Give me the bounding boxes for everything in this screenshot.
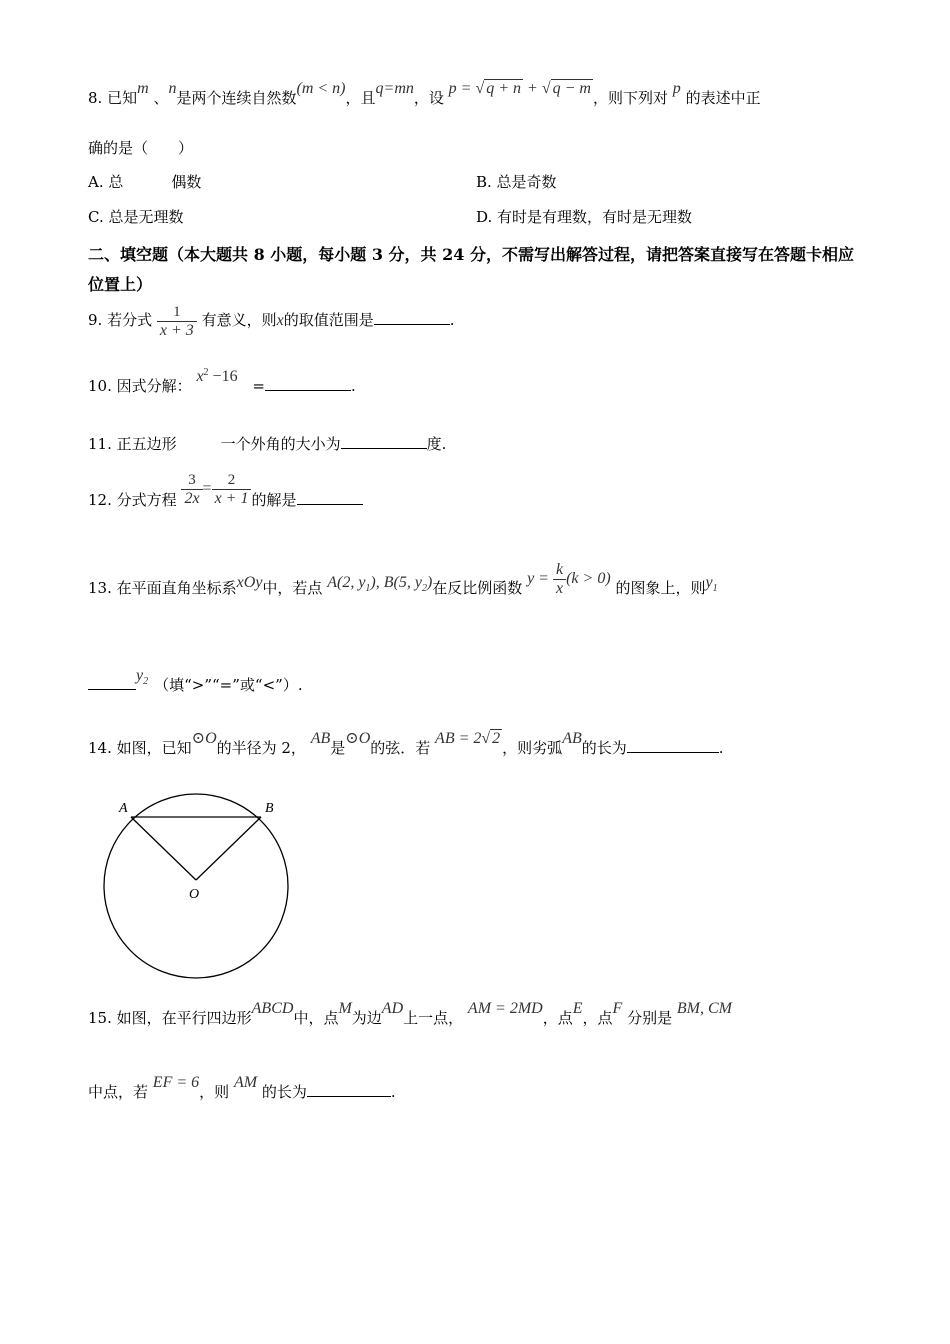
- q12-right-fraction: $\frac{2}{x + 1}$: [212, 471, 252, 508]
- label-b: B: [265, 801, 274, 816]
- math-m: m: [137, 80, 149, 97]
- q9-fraction: $\frac{1}{x + 3}$: [157, 303, 197, 340]
- q13-points: A(2, $y_1$), B(5, $y_2$): [327, 574, 433, 595]
- q13-line1: 13. 在平面直角坐标系xOy中，若点 A(2, $y_1$), B(5, $y_2$)在反比例函数 y = $\frac{k}{x}$ (k > 0) 的图象上，则$y_1$: [88, 560, 718, 597]
- math-p-definition: p = √ q + n + √ q − m: [448, 80, 591, 97]
- label-a: A: [119, 801, 128, 816]
- q13-function: y = $\frac{k}{x}$ (k > 0): [527, 560, 611, 597]
- q8-line2: 确的是（ ）: [88, 139, 194, 157]
- radius-oa: [131, 817, 196, 880]
- q8-line1: 8. 已知m 、n是两个连续自然数(m < n)，且q=mn，设 p = √ q + n + √ q − m，则下列对 p 的表述中正: [88, 80, 761, 107]
- q8-option-d: D. 有时是有理数，有时是无理数: [476, 208, 693, 226]
- math-condition: (m < n): [296, 80, 346, 97]
- circle-o: [104, 794, 288, 978]
- q15-line2: 中点，若 EF = 6，则 AM 的长为 .: [88, 1074, 396, 1101]
- q14: 14. 如图，已知⊙O的半径为 2， AB是⊙O的弦．若 AB = 2√ 2，则劣弧AB的长为 .: [88, 730, 724, 757]
- math-n: n: [168, 80, 177, 97]
- radius-ob: [196, 817, 261, 880]
- q10: 10. 因式分解： $x^2 -16$ = .: [88, 367, 356, 395]
- q8-number: 8.: [88, 89, 103, 107]
- label-o: O: [189, 887, 200, 902]
- q10-expression: $x^2 -16$: [196, 367, 238, 385]
- section-heading: 二、填空题（本大题共 8 小题，每小题 3 分，共 24 分，不需写出解答过程，请把答案直接写在答题卡相应位置上）: [88, 245, 854, 294]
- q12: 12. 分式方程 $\frac{3}{2x}$ = $\frac{2}{x + 1}$ 的解是: [88, 480, 363, 521]
- answer-blank[interactable]: [341, 434, 427, 449]
- q13-line2: $y_2$ （填“>”“=”或“<”）.: [88, 675, 303, 702]
- answer-blank[interactable]: [265, 376, 351, 391]
- answer-blank[interactable]: [297, 490, 363, 505]
- q11: 11. 正五边形 一个外角的大小为 度.: [88, 435, 447, 453]
- q15-line1: 15. 如图，在平行四边形ABCD中，点M为边AD上一点， AM = 2MD，点E，点F 分别是 BM, CM: [88, 1000, 732, 1027]
- q9: 9. 若分式 $\frac{1}{x + 3}$ 有意义，则x的取值范围是 .: [88, 303, 455, 339]
- q8-option-c: C. 总是无理数: [88, 208, 184, 226]
- q8-option-b: B. 总是奇数: [476, 173, 557, 191]
- answer-blank[interactable]: [307, 1082, 391, 1097]
- q8-option-a: A. 总 偶数: [88, 173, 202, 191]
- q14-chord-length: AB = 2√ 2: [435, 730, 501, 747]
- circle-figure: [95, 790, 305, 990]
- math-p: p: [672, 80, 681, 97]
- q12-left-fraction: $\frac{3}{2x}$: [181, 471, 202, 508]
- answer-blank[interactable]: [88, 675, 136, 690]
- answer-blank[interactable]: [374, 310, 450, 325]
- answer-blank[interactable]: [627, 738, 719, 753]
- math-q-definition: q=mn: [375, 80, 414, 97]
